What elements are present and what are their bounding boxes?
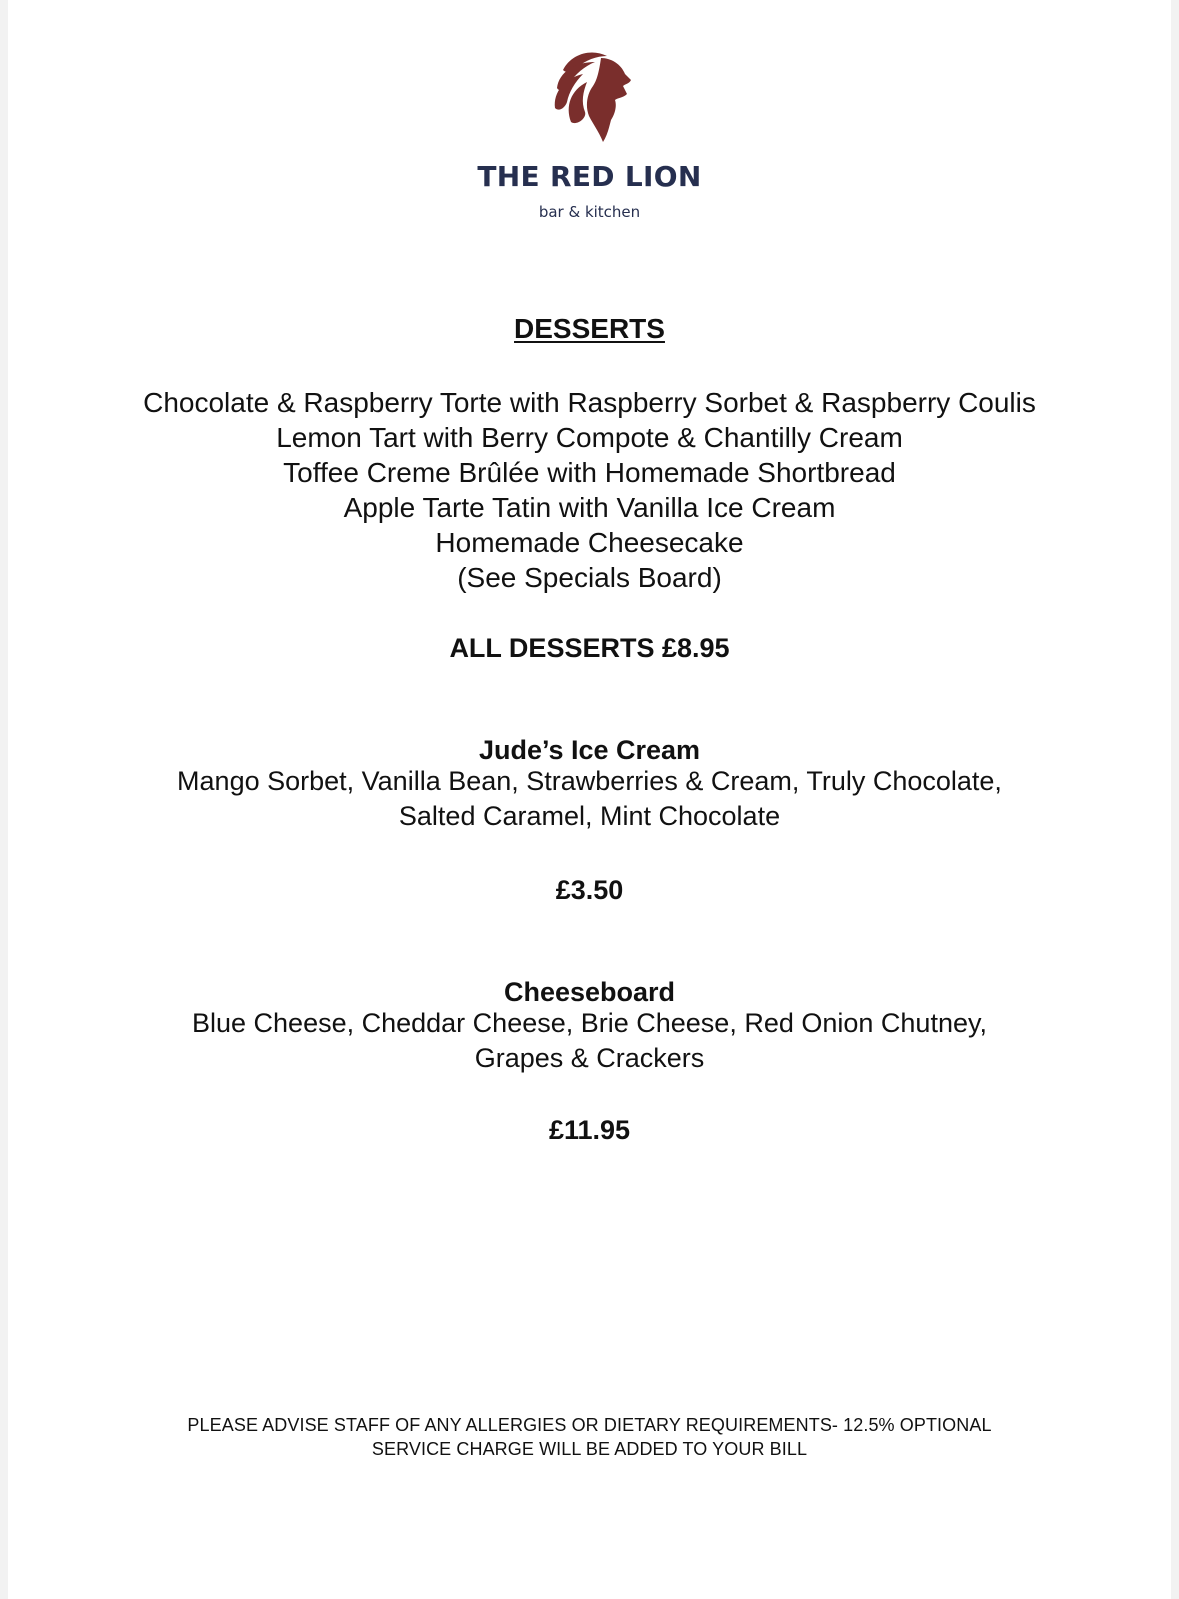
notice-line: SERVICE CHARGE WILL BE ADDED TO YOUR BILL [371,1439,808,1459]
cheeseboard-price: £11.95 [548,1115,631,1145]
logo [8,44,1171,144]
brand-name: THE RED LION [477,160,702,193]
ice-cream-flavours [8,764,1171,834]
desserts-heading: DESSERTS [514,313,665,344]
lion-head-icon [545,44,635,144]
list-item: Apple Tarte Tatin with Vanilla Ice Cream [343,492,836,523]
cheeseboard-heading: Cheeseboard [503,977,676,1007]
list-item: (See Specials Board) [457,562,722,593]
ice-cream-heading: Jude’s Ice Cream [478,735,701,765]
list-item: Lemon Tart with Berry Compote & Chantilly Cream [276,422,903,453]
brand-subtitle: bar & kitchen [538,203,641,221]
desserts-list [8,385,1171,595]
ice-cream-price: £3.50 [555,875,624,905]
list-item: Blue Cheese, Cheddar Cheese, Brie Cheese, Red Onion Chutney, [192,1008,987,1038]
list-item: Mango Sorbet, Vanilla Bean, Strawberries & Cream, Truly Chocolate, [177,766,1002,796]
cheeseboard-contents [8,1006,1171,1076]
allergy-notice [8,1413,1171,1461]
menu-page [8,0,1171,1599]
list-item: Grapes & Crackers [474,1043,705,1073]
list-item: Toffee Creme Brûlée with Homemade Shortbread [283,457,896,488]
notice-line: PLEASE ADVISE STAFF OF ANY ALLERGIES OR DIETARY REQUIREMENTS- 12.5% OPTIONAL [187,1415,992,1435]
list-item: Chocolate & Raspberry Torte with Raspberry Sorbet & Raspberry Coulis [143,387,1036,418]
list-item: Homemade Cheesecake [435,527,744,558]
desserts-price: ALL DESSERTS £8.95 [449,633,730,663]
list-item: Salted Caramel, Mint Chocolate [398,801,781,831]
